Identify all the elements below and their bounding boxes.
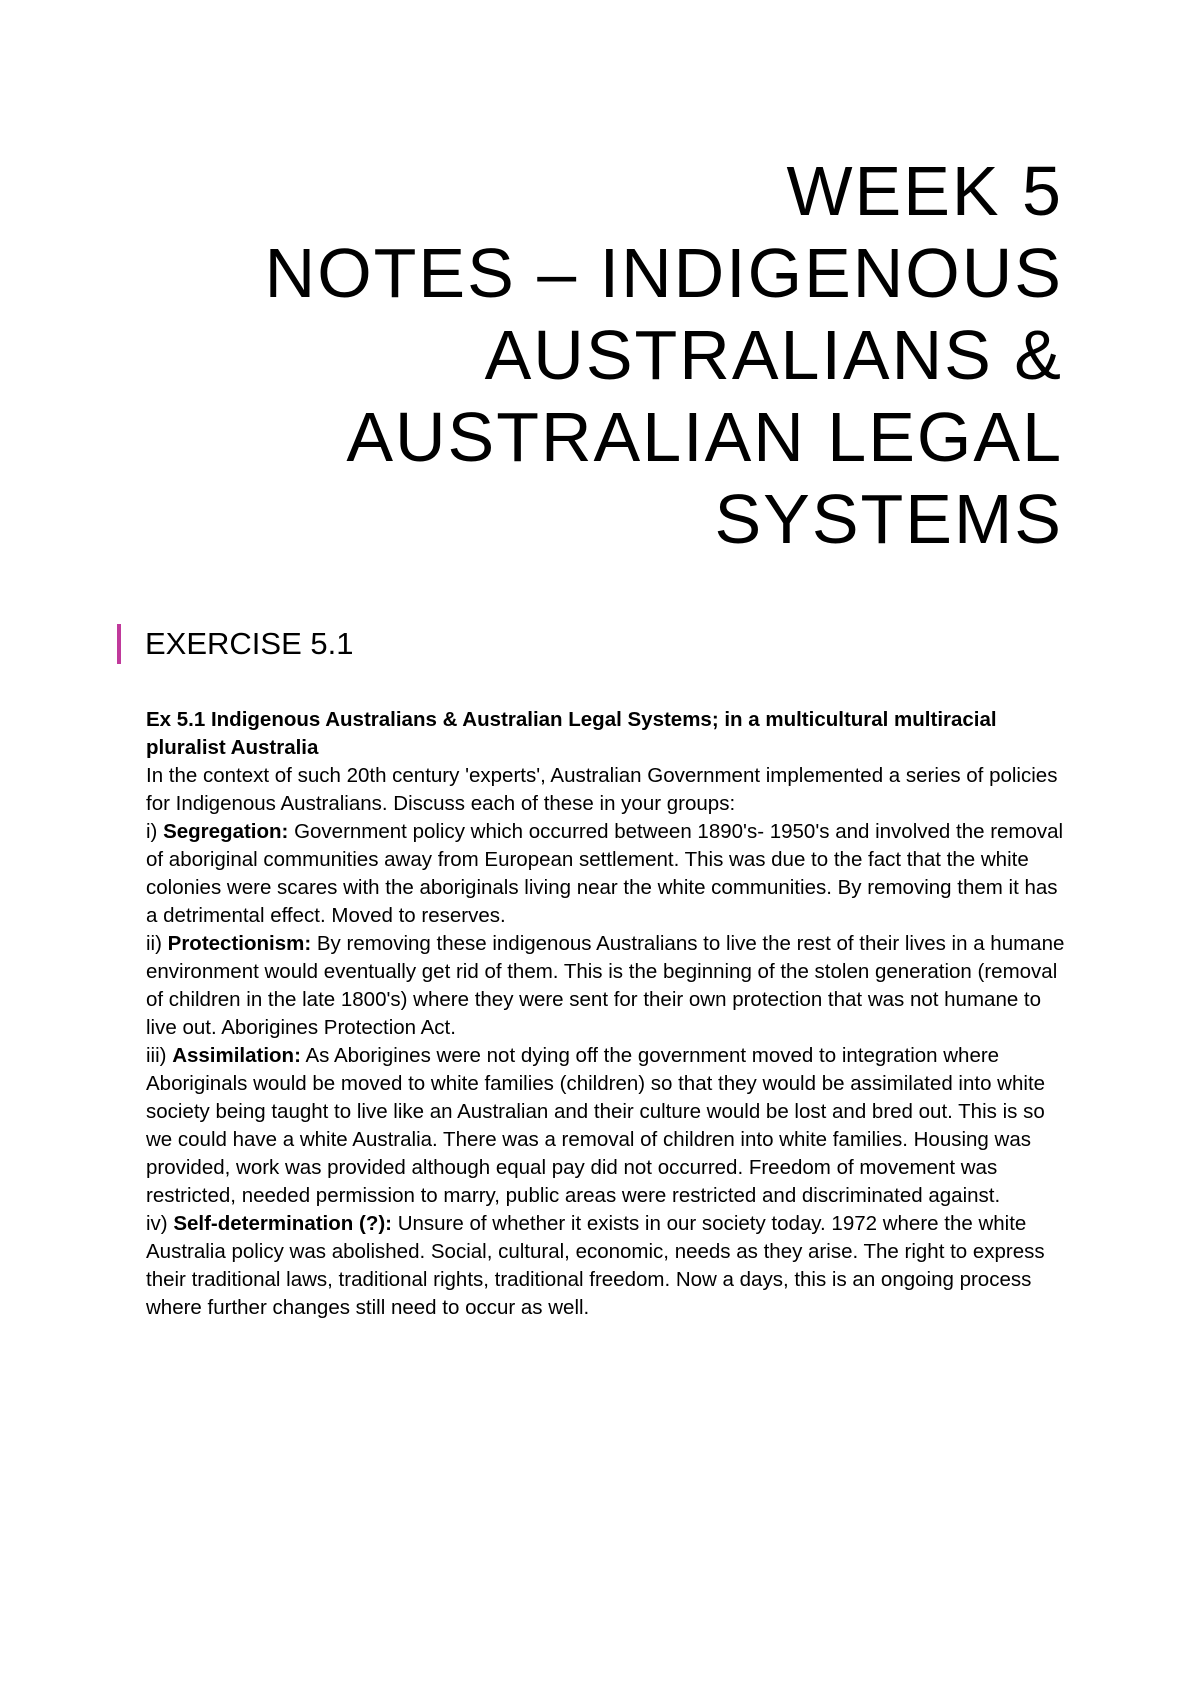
policy-term: Self-determination (?): bbox=[173, 1212, 392, 1235]
policy-item bbox=[146, 1042, 1066, 1210]
question-intro: In the context of such 20th century 'experts', Australian Government implemented a series of policies for Indigenous Australians. Discuss each of these in your groups: bbox=[146, 764, 1058, 815]
policy-item bbox=[146, 1210, 1066, 1322]
question-title: Ex 5.1 Indigenous Australians & Australian Legal Systems; in a multicultural multiracial pluralist Australia bbox=[146, 708, 997, 759]
policy-text: By removing these indigenous Australians to live the rest of their lives in a humane environment would eventually get rid of them. This is the beginning of the stolen generation (removal of children in the late 1800's) where they were sent for their own protection that was not humane to live out. Aborigines Protection Act. bbox=[146, 932, 1065, 1039]
policy-item bbox=[146, 818, 1066, 930]
title-line: AUSTRALIANS & bbox=[484, 316, 1063, 394]
policy-text: As Aborigines were not dying off the government moved to integration where Aboriginals would be moved to white families (children) so that they would be assimilated into white society being taught to live like an Australian and their culture would be lost and bred out. This is so we could have a white Australia. There was a removal of children into white families. Housing was provided, work was provided although equal pay did not occurred. Freedom of movement was restricted, needed permission to marry, public areas were restricted and discriminated against. bbox=[146, 1044, 1046, 1207]
exercise-content bbox=[146, 706, 1066, 1322]
title-line: AUSTRALIAN LEGAL bbox=[346, 398, 1063, 476]
item-prefix: i) bbox=[146, 820, 164, 843]
item-prefix: iv) bbox=[146, 1212, 174, 1235]
heading-accent-bar bbox=[117, 624, 121, 664]
policy-term: Assimilation: bbox=[172, 1044, 301, 1067]
policy-item bbox=[146, 930, 1066, 1042]
page-title bbox=[103, 150, 1063, 560]
exercise-title: EXERCISE 5.1 bbox=[145, 626, 354, 661]
policy-text: Unsure of whether it exists in our society today. 1972 where the white Australia policy was abolished. Social, cultural, economic, needs as they arise. The right to express their traditional laws, traditional rights, traditional freedom. Now a days, this is an ongoing process where further changes still need to occur as well. bbox=[146, 1212, 1045, 1319]
policy-text: Government policy which occurred between 1890's- 1950's and involved the removal of aboriginal communities away from European settlement. This was due to the fact that the white colonies were scares with the aboriginals living near the white communities. By removing them it has a detrimental effect. Moved to reserves. bbox=[146, 820, 1064, 927]
exercise-heading bbox=[117, 624, 353, 664]
item-prefix: iii) bbox=[146, 1044, 173, 1067]
title-line: SYSTEMS bbox=[714, 480, 1063, 558]
policy-term: Protectionism: bbox=[167, 932, 312, 955]
item-prefix: ii) bbox=[146, 932, 168, 955]
title-line: WEEK 5 bbox=[786, 152, 1063, 230]
policy-term: Segregation: bbox=[163, 820, 289, 843]
title-line: NOTES – INDIGENOUS bbox=[264, 234, 1063, 312]
